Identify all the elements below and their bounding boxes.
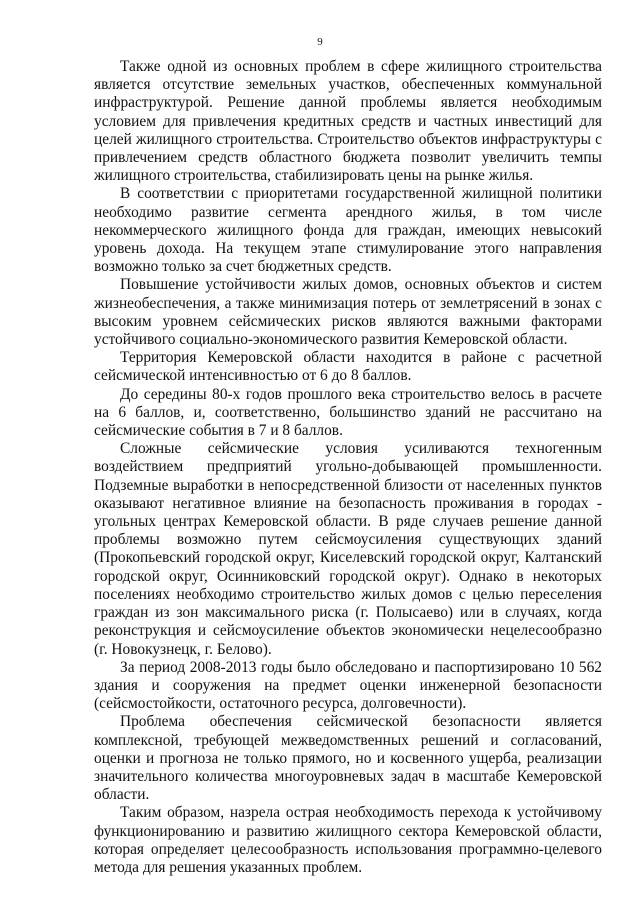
paragraph-infrastructure: Также одной из основных проблем в сфере жилищного строительства является отсутствие земельных участков, обеспеченных коммунальной инфраструктурой. Решение данной проблемы является необходимым условием для привлечения кредитных средств и частных инвестиций для целей жилищного строительства. Строительство объектов инфраструктуры с привлечением средств областного бюджета позволит увеличить темпы жилищного строительства, стабилизировать цены на рынке жилья. <box>94 58 602 185</box>
paragraph-complex-problem: Проблема обеспечения сейсмической безопасности является комплексной, требующей межведомственных решений и согласований, оценки и прогноза не только прямого, но и косвенного ущерба, реализации значительного количества многоуровневых задач в масштабе Кемеровской области. <box>94 713 602 804</box>
paragraph-seismic-intensity: Территория Кемеровской области находится в районе с расчетной сейсмической интенсивностью от 6 до 8 баллов. <box>94 349 602 385</box>
paragraph-mining-impact: Сложные сейсмические условия усиливаются техногенным воздействием предприятий угольно-добывающей промышленности. Подземные выработки в непосредственной близости от населенных пунктов оказывают негативное влияние на безопасность проживания в городах - угольных центрах Кемеровской области. В ряде случаев решение данной проблемы возможно путем сейсмоусиления существующих зданий (Прокопьевский городской округ, Киселевский городской округ, Калтанский городской округ, Осинниковский городской округ). Однако в некоторых поселениях необходимо строительство жилых домов с целью переселения граждан из зон максимального риска (г. Полысаево) или в случаях, когда реконструкция и сейсмоусиление объектов экономически нецелесообразно (г. Новокузнецк, г. Белово). <box>94 440 602 658</box>
paragraph-seismic-resilience: Повышение устойчивости жилых домов, основных объектов и систем жизнеобеспечения, а также минимизация потерь от землетрясений в зонах с высоким уровнем сейсмических рисков являются важными факторами устойчивого социально-экономического развития Кемеровской области. <box>94 276 602 349</box>
paragraph-building-survey: За период 2008-2013 годы было обследовано и паспортизировано 10 562 здания и сооружения на предмет оценки инженерной безопасности (сейсмостойкости, остаточного ресурса, долговечности). <box>94 658 602 713</box>
paragraph-rental-housing: В соответствии с приоритетами государственной жилищной политики необходимо развитие сегмента арендного жилья, в том числе некоммерческого жилищного фонда для граждан, имеющих невысокий уровень дохода. На текущем этапе стимулирование этого направления возможно только за счет бюджетных средств. <box>94 185 602 276</box>
page-number: 9 <box>317 36 323 48</box>
paragraph-conclusion: Таким образом, назрела острая необходимость перехода к устойчивому функционированию и развитию жилищного сектора Кемеровской области, которая определяет целесообразность использования программно-целевого метода для решения указанных проблем. <box>94 804 602 876</box>
paragraph-construction-history: До середины 80-х годов прошлого века строительство велось в расчете на 6 баллов, и, соответственно, большинство зданий не рассчитано на сейсмические события в 7 и 8 баллов. <box>94 385 602 440</box>
document-body <box>94 58 602 877</box>
